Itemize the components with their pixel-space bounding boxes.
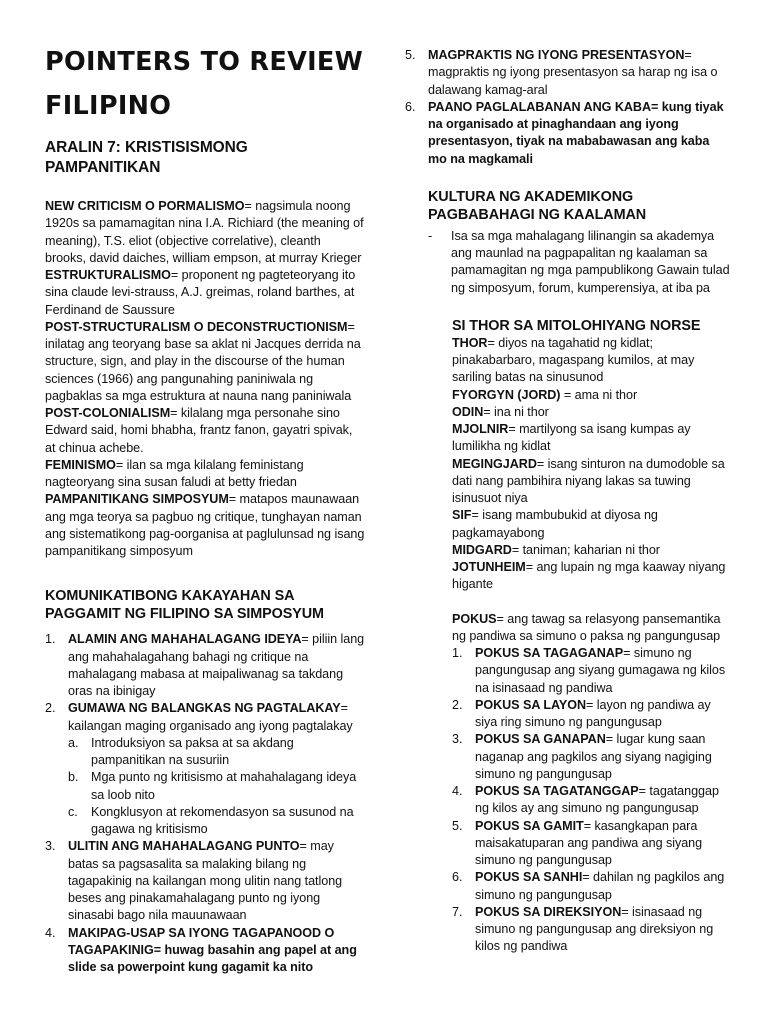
thor-entry: [452, 387, 730, 404]
list-item-text: = simuno ng pangungusap ang siyang gumagawa ng kilos na isinasaad ng pandiwa: [475, 646, 726, 695]
list-number: 1.: [452, 646, 463, 660]
list-item-text: = dahilan ng pagkilos ang simuno ng pangungusap: [475, 870, 725, 902]
list-item-text: = piliin lang ang mahahalagahang bahagi ng critique na mahalagang mabasa at maipaliwanag sa takdang oras na ibinigay: [68, 632, 365, 698]
thor-entry: [452, 559, 730, 594]
thor-entry: [452, 456, 730, 508]
right-column: [405, 0, 730, 956]
document-title: POINTERS TO REVIEW FILIPINO: [45, 47, 364, 121]
list-number: 6.: [452, 870, 463, 885]
list-item-text: = lugar kung saan naganap ang pagkilos ang siyang nagiging simuno ng pangungusap: [475, 732, 712, 781]
list-item-text: = magpraktis ng iyong presentasyon sa harap ng isa o dalawang kamag-aral: [428, 48, 718, 97]
entry-term: THOR: [452, 335, 488, 350]
kultura-heading: KULTURA NG AKADEMIKONG PAGBABAHAGI NG KAALAMAN: [428, 188, 647, 223]
pokus-definition: [452, 611, 730, 646]
definition-term: NEW CRITICISM O PORMALISMO: [45, 199, 245, 213]
entry-term: MJOLNIR: [452, 422, 509, 436]
entry-text: = ang lupain ng mga kaaway niyang higante: [452, 560, 726, 592]
thor-entry: [452, 542, 730, 559]
pokus-list: [452, 645, 730, 956]
list-item: [428, 228, 730, 297]
list-item-text: = kailangan maging organisado ang iyong pagtalakay: [68, 701, 353, 733]
definition-entry: [45, 319, 365, 405]
sub-list-text: Kongklusyon at rekomendasyon sa susunod na gagawa ng kritisismo: [91, 804, 354, 836]
list-item: [45, 925, 365, 977]
sub-list-item: [68, 735, 365, 770]
list-item-term: POKUS SA LAYON: [475, 697, 587, 712]
list-number: 3.: [45, 839, 56, 854]
list-item-term: POKUS SA TAGATANGGAP: [475, 784, 639, 798]
pokus-text: = ang tawag sa relasyong pansemantika ng pandiwa sa simuno o paksa ng pangungusap: [452, 611, 721, 643]
definition-term: POST-COLONIALISM: [45, 406, 171, 420]
entry-text: = diyos na tagahatid ng kidlat; pinakabarbaro, magaspang kumilos, at may sariling batas na sinusunod: [452, 335, 695, 385]
list-item: [452, 731, 730, 783]
list-item-term: POKUS SA SANHI: [475, 870, 583, 885]
list-item-text: = kasangkapan para maisakatuparan ang pandiwa ang siyang simuno ng pangungusap: [475, 818, 703, 867]
list-item-text: = huwag basahin ang papel at ang slide sa powerpoint kung gagamit ka nito: [68, 942, 357, 974]
list-number: 2.: [452, 697, 463, 712]
entry-text: = ina ni thor: [483, 404, 549, 419]
list-number: 3.: [452, 732, 463, 747]
list-item: [452, 818, 730, 870]
list-number: 5.: [405, 48, 416, 62]
kultura-list: [405, 228, 730, 297]
entry-text: = taniman; kaharian ni thor: [511, 542, 660, 557]
thor-heading: SI THOR SA MITOLOHIYANG NORSE: [452, 317, 701, 334]
list-item-term: POKUS SA DIREKSIYON: [475, 904, 622, 919]
thor-section: [405, 317, 730, 956]
thor-entry: [452, 421, 730, 456]
sub-list-letter: b.: [68, 770, 79, 785]
entry-term: MEGINGJARD: [452, 456, 537, 471]
list-item-term: POKUS SA TAGAGANAP: [475, 646, 624, 660]
criticism-definitions: [45, 198, 365, 560]
definition-entry: [45, 405, 365, 457]
dash-bullet: -: [428, 228, 433, 243]
list-item-term: ALAMIN ANG MAHAHALAGANG IDEYA: [68, 632, 302, 647]
entry-term: FYORGYN (JORD): [452, 387, 561, 402]
definition-term: FEMINISMO: [45, 457, 116, 472]
komunikatibo-list-continued: [405, 47, 730, 168]
thor-entry: [452, 507, 730, 542]
definition-term: ESTRUKTURALISMO: [45, 268, 171, 282]
sub-list-text: Mga punto ng kritisismo at mahahalagang ideya sa loob nito: [91, 770, 357, 802]
list-number: 1.: [45, 632, 56, 647]
thor-entry: [452, 404, 730, 421]
definition-text: = kilalang mga personahe sino Edward said, homi bhabha, frantz fanon, gayatri spivak, at chinua achebe.: [45, 406, 353, 455]
list-item-text: = layon ng pandiwa ay siya ring simuno ng pangungusap: [475, 697, 711, 729]
entry-term: JOTUNHEIM: [452, 560, 526, 574]
list-item-text: = may batas sa pagsasalita sa malaking bilang ng tagapakinig na kailangan mong ulitin nang tatlong beses ang pinakamahalagang punto ng iyong sinasabi bago nila mauunawaan: [68, 839, 343, 923]
list-item-term: POKUS SA GAMIT: [475, 818, 584, 833]
list-item: [452, 869, 730, 904]
entry-term: ODIN: [452, 404, 484, 419]
list-item-term: PAANO PAGLALABANAN ANG KABA: [428, 99, 651, 114]
pokus-term: POKUS: [452, 611, 497, 626]
entry-text: = isang mambubukid at diyosa ng pagkamayabong: [452, 508, 658, 540]
definition-text: = matapos maunawaan ang mga teorya sa pagbuo ng critique, tunghayan naman ang sistematikong pag-oorganisa at paglulunsad ng isang pampanitikang simposyum: [45, 492, 365, 558]
list-item: [452, 645, 730, 697]
definition-term: PAMPANITIKANG SIMPOSYUM: [45, 492, 229, 507]
definition-entry: [45, 457, 365, 492]
entry-term: MIDGARD: [452, 542, 512, 557]
list-item: [452, 697, 730, 732]
list-item-term: MAKIPAG-USAP SA IYONG TAGAPANOOD O TAGAPAKINIG: [68, 925, 335, 957]
definition-text: = ilan sa mga kilalang feministang nagteoryang sina susan faludi at betty friedan: [45, 457, 304, 489]
list-item: [452, 783, 730, 818]
definition-term: POST-STRUCTURALISM O DECONSTRUCTIONISM: [45, 319, 348, 334]
definition-entry: [45, 267, 365, 319]
sub-list-letter: a.: [68, 735, 79, 750]
list-item-text: = kung tiyak na organisado at pinaghandaan ang iyong presentasyon, tiyak na mababawasan ang kaba mo na magkamali: [428, 99, 724, 166]
list-number: 4.: [452, 784, 463, 798]
sub-list-item: [68, 769, 365, 804]
definition-entry: [45, 491, 365, 560]
list-item-text: = isinasaad ng simuno ng pangungusap ang direksiyon ng kilos ng pandiwa: [475, 904, 714, 954]
definition-entry: [45, 198, 365, 267]
list-item: [45, 631, 365, 700]
list-number: 5.: [452, 818, 463, 833]
entry-text: = martilyong sa isang kumpas ay lumilikha ng kidlat: [452, 422, 691, 454]
list-number: 4.: [45, 925, 56, 940]
list-number: 7.: [452, 904, 463, 919]
list-item: [452, 904, 730, 956]
komunikatibo-list: [45, 631, 365, 976]
komunikatibo-heading: KOMUNIKATIBONG KAKAYAHAN SA PAGGAMIT NG FILIPINO SA SIMPOSYUM: [45, 588, 324, 623]
list-item-term: GUMAWA NG BALANGKAS NG PAGTALAKAY: [68, 701, 341, 716]
sub-list: [68, 735, 365, 839]
list-number: 2.: [45, 701, 56, 716]
thor-entry: [452, 335, 730, 387]
definition-text: = inilatag ang teoryang base sa aklat ni Jacques derrida na structure, sign, and play in the discourse of the human sciences (1966) ang pangunahing paniniwala ng pagbaklas sa mga estruktura at nauna nang paniniwala: [45, 319, 361, 403]
list-item: [45, 700, 365, 838]
lesson-heading: ARALIN 7: KRISTISISMONG PAMPANITIKAN: [45, 139, 248, 176]
list-item-text: Isa sa mga mahalagang lilinangin sa akademya ang maunlad na pagpapalitan ng kaalaman sa pamamagitan ng mga pampublikong Gawain tulad ng simposyum, forum, kumperensiya, at iba pa: [451, 228, 730, 295]
sub-list-letter: c.: [68, 804, 78, 819]
sub-list-item: [68, 804, 365, 839]
definition-text: = proponent ng pagteteoryang ito sina claude levi-strauss, A.J. greimas, roland barthes, at Ferdinand de Saussure: [45, 268, 356, 317]
list-item: [45, 838, 365, 924]
list-item: [405, 99, 730, 168]
list-item-term: MAGPRAKTIS NG IYONG PRESENTASYON: [428, 48, 685, 62]
entry-text: = ama ni thor: [560, 387, 638, 402]
left-column: [45, 0, 365, 976]
sub-list-text: Introduksiyon sa paksa at sa akdang pampanitikan na susuriin: [91, 735, 294, 767]
list-item-term: ULITIN ANG MAHAHALAGANG PUNTO: [68, 839, 300, 854]
list-item: [405, 47, 730, 99]
entry-text: = isang sinturon na dumodoble sa dati nang pambihira niyang lakas sa tuwing isinusuot niya: [452, 456, 725, 505]
list-item-term: POKUS SA GANAPAN: [475, 732, 606, 747]
definition-text: = nagsimula noong 1920s sa pamamagitan nina I.A. Richiard (the meaning of meaning), T.S. eliot (objective correlative), cleanth brooks, david daiches, william empson, at murray Krieger: [45, 199, 364, 265]
list-number: 6.: [405, 99, 416, 114]
entry-term: SIF: [452, 508, 472, 523]
list-item-text: = tagatanggap ng kilos ay ang simuno ng pangungusap: [475, 784, 719, 816]
